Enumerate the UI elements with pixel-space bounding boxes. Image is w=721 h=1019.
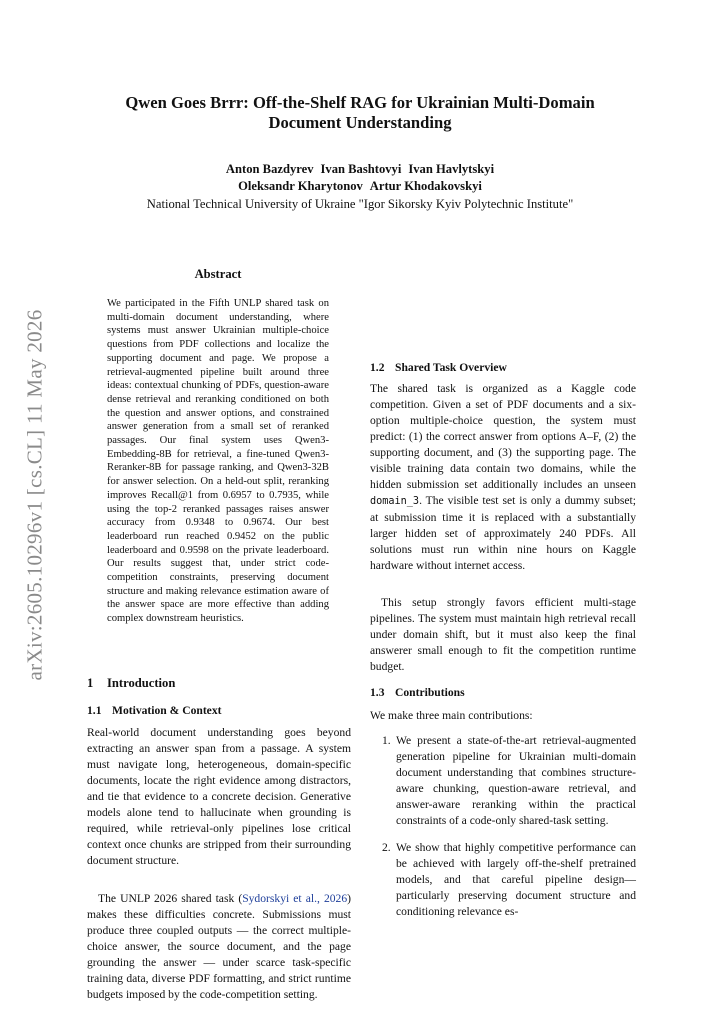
arxiv-identifier-text: arXiv:2605.10296v1 [cs.CL] 11 May 2026 bbox=[22, 309, 47, 681]
author-line-1 bbox=[90, 161, 630, 178]
subsection-heading-contributions bbox=[370, 686, 465, 699]
author-list bbox=[90, 161, 630, 195]
affiliation: National Technical University of Ukraine "Igor Sikorsky Kyiv Polytechnic Institute" bbox=[146, 197, 574, 211]
arxiv-identifier bbox=[18, 294, 52, 696]
paragraph-text: ) makes these difficulties concrete. Submissions must produce three coupled outputs — the correct multiple-choice answer, the source document, and the page grounding the answer — under scarce task-specific training data, diverse PDF formatting, and strict runtime budgets imposed by the code-competition setting. bbox=[87, 892, 352, 1001]
contributions-intro: We make three main contributions: bbox=[370, 709, 533, 722]
author-name: Anton Bazdyrev bbox=[225, 162, 314, 176]
author-name: Artur Khodakovskyi bbox=[369, 179, 482, 193]
task-overview-paragraph-2: This setup strongly favors efficient multi-stage pipelines. The system must maintain high retrieval recall under domain shift, but it must also keep the final answerer small enough to fit the competition runtime budget. bbox=[370, 596, 636, 673]
task-overview-paragraph-1 bbox=[370, 381, 636, 574]
subsection-number: 1.1 bbox=[87, 704, 102, 717]
section-title: Introduction bbox=[107, 676, 176, 690]
subsection-title: Motivation & Context bbox=[112, 704, 222, 717]
paragraph-text: . The visible test set is only a dummy subset; at submission time it is replaced with a substantially larger hidden set of approximately 240 PDFs. All solutions must run within nine hours on Kaggle hardware without internet access. bbox=[370, 494, 636, 572]
contributions-list bbox=[370, 733, 636, 931]
author-line-2 bbox=[90, 178, 630, 195]
author-name: Ivan Bashtovyi bbox=[320, 162, 402, 176]
subsection-heading-task-overview bbox=[370, 361, 507, 374]
domain-code: domain_3 bbox=[370, 496, 420, 507]
subsection-number: 1.3 bbox=[370, 686, 385, 699]
author-name: Oleksandr Kharytonov bbox=[238, 179, 363, 193]
list-marker: 2. bbox=[382, 841, 391, 854]
list-item bbox=[370, 840, 636, 920]
list-item bbox=[370, 733, 636, 829]
intro-paragraph-1: Real-world document understanding goes beyond extracting an answer span from a passage. A system must navigate long, heterogeneous, domain-specific documents, locate the right evidence among distractors, and tie that evidence to a concrete decision. Generative models alone tend to hallucinate when grounding is required, while retrieval-only pipelines lose critical context once chunks are stripped from their surrounding document structure. bbox=[87, 726, 351, 867]
paragraph-text: The UNLP 2026 shared task ( bbox=[98, 892, 243, 905]
subsection-number: 1.2 bbox=[370, 361, 385, 374]
abstract-heading: Abstract bbox=[194, 267, 242, 281]
list-marker: 1. bbox=[382, 734, 391, 747]
section-heading-introduction bbox=[87, 676, 175, 691]
citation-link[interactable]: Sydorskyi et al., 2026 bbox=[242, 892, 348, 905]
paper-title: Qwen Goes Brrr: Off-the-Shelf RAG for Ukrainian Multi-Domain Document Understanding bbox=[125, 93, 595, 132]
list-item-text: We present a state-of-the-art retrieval-augmented generation pipeline for Ukrainian multi-domain document understanding that combines structure-aware chunking, question-aware retrieval, and answer-aware reranking within the practical constraints of a code-only shared-task setting. bbox=[396, 734, 636, 827]
author-name: Ivan Havlytskyi bbox=[408, 162, 495, 176]
subsection-heading-motivation bbox=[87, 704, 221, 717]
section-number: 1 bbox=[87, 676, 94, 690]
intro-paragraph-2 bbox=[87, 891, 351, 1003]
subsection-title: Shared Task Overview bbox=[395, 361, 507, 374]
abstract-text: We participated in the Fifth UNLP shared task on multi-domain document understanding, where systems must answer Ukrainian multiple-choice questions from PDF collections and localize the supporting document and page. We propose a retrieval-augmented pipeline built around three ideas: contextual chunking of PDFs, question-aware dense retrieval and reranking conditioned on both the question and answer options, and constrained answer generation from a small set of reranked passages. Our final system uses Qwen3-Embedding-8B for retrieval, a fine-tuned Qwen3-Reranker-8B for passage ranking, and Qwen3-32B for answer selection. On a held-out split, reranking improves Recall@1 from 0.6957 to 0.7935, while using the top-2 reranked passages raises answer accuracy from 0.9348 to 0.9674. Our best leaderboard run reached 0.9452 on the public leaderboard and 0.9598 on the private leaderboard. Our results suggest that, under strict code-competition constraints, preserving document structure and making relevance estimation aware of the answer space are more effective than adding complex downstream heuristics. bbox=[107, 298, 329, 625]
list-item-text: We show that highly competitive performance can be achieved with largely off-the-shelf pretrained models, and that careful pipeline design—particularly preserving document structure and conditioning relevance es- bbox=[396, 841, 636, 918]
paragraph-text: The shared task is organized as a Kaggle code competition. Given a set of PDF documents and a six-option multiple-choice question, the system must predict: (1) the correct answer from options A–F, (2) the supporting document, and (3) the supporting page. The visible training data contain two domains, while the hidden submission set additionally includes an unseen bbox=[370, 382, 636, 491]
subsection-title: Contributions bbox=[395, 686, 465, 699]
